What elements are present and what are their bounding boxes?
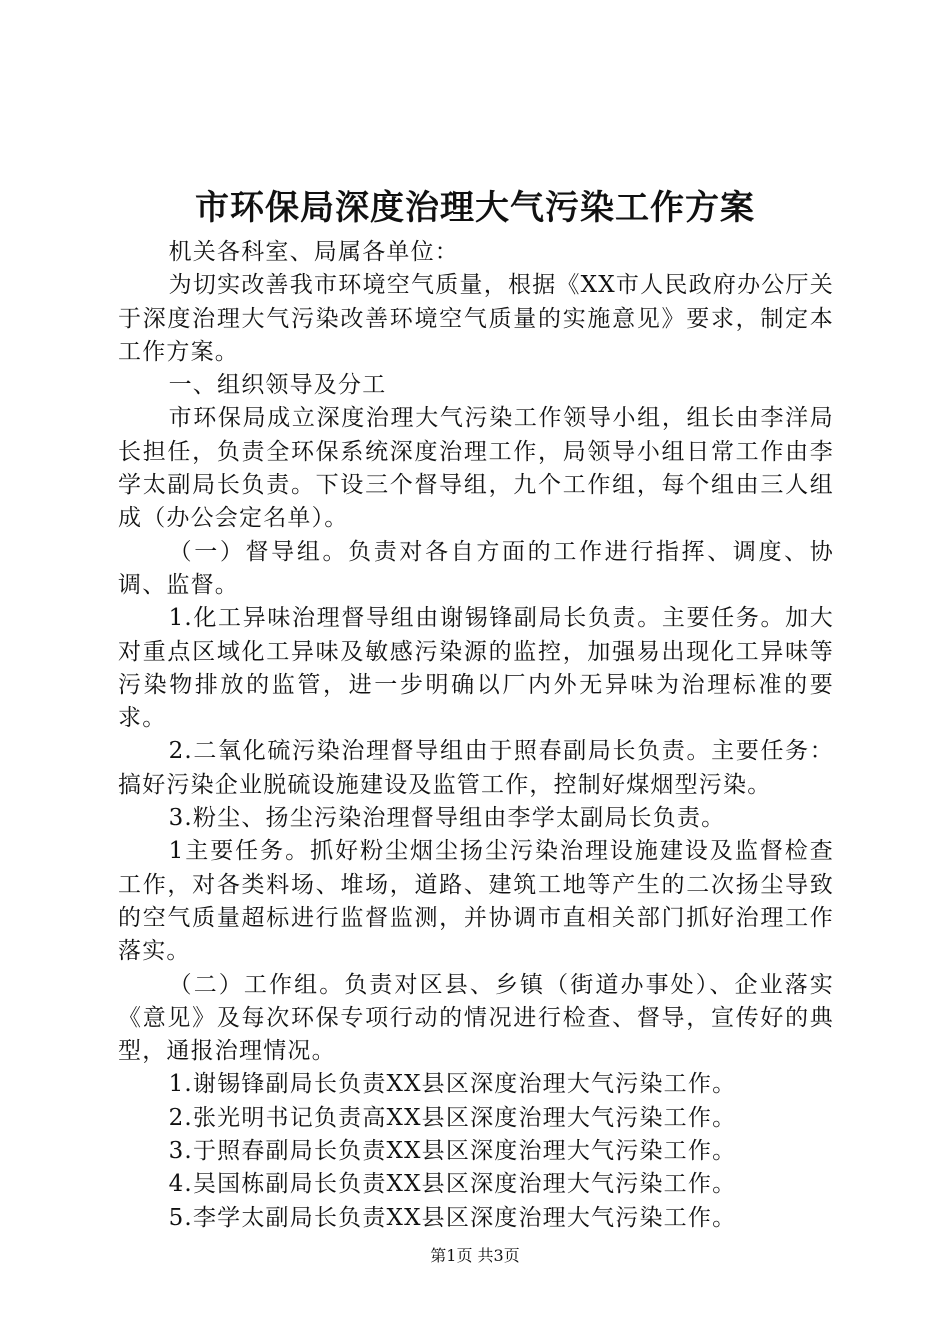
- list-item: 2.二氧化硫污染治理督导组由于照春副局长负责。主要任务：搞好污染企业脱硫设施建设及监管工作，控制好煤烟型污染。: [118, 738, 834, 798]
- leadership-paragraph: 市环保局成立深度治理大气污染工作领导小组，组长由李洋局长担任，负责全环保系统深度治理工作，局领导小组日常工作由李学太副局长负责。下设三个督导组，九个工作组，每个组由三人组成（办公会定名单）。: [118, 405, 834, 532]
- supervision-group-paragraph: （一）督导组。负责对各自方面的工作进行指挥、调度、协调、监督。: [118, 538, 834, 598]
- list-item: 5.李学太副局长负责XX县区深度治理大气污染工作。: [168, 1204, 737, 1231]
- work-group-paragraph: （二）工作组。负责对区县、乡镇（街道办事处）、企业落实《意见》及每次环保专项行动的情况进行检查、督导，宣传好的典型，通报治理情况。: [118, 971, 834, 1065]
- list-item: 1.化工异味治理督导组由谢锡锋副局长负责。主要任务。加大对重点区域化工异味及敏感污染源的监控，加强易出现化工异味等污染物排放的监管，进一步明确以厂内外无异味为治理标准的要求。: [118, 605, 834, 732]
- page-number-footer: 第1页 共3页: [430, 1246, 520, 1265]
- intro-paragraph: 为切实改善我市环境空气质量，根据《XX市人民政府办公厅关于深度治理大气污染改善环境空气质量的实施意见》要求，制定本工作方案。: [118, 272, 834, 365]
- list-item: 4.吴国栋副局长负责XX县区深度治理大气污染工作。: [168, 1171, 737, 1198]
- list-item: 3.粉尘、扬尘污染治理督导组由李学太副局长负责。: [168, 805, 726, 832]
- list-item: 1主要任务。抓好粉尘烟尘扬尘污染治理设施建设及监督检查工作，对各类料场、堆场，道路、建筑工地等产生的二次扬尘导致的空气质量超标进行监督监测，并协调市直相关部门抓好治理工作落实。: [118, 838, 834, 965]
- salutation: 机关各科室、局属各单位：: [168, 239, 459, 265]
- document-title: 市环保局深度治理大气污染工作方案: [195, 188, 755, 228]
- document-body: [118, 236, 834, 1235]
- list-item: 3.于照春副局长负责XX县区深度治理大气污染工作。: [168, 1138, 737, 1165]
- list-item: 1.谢锡锋副局长负责XX县区深度治理大气污染工作。: [168, 1071, 737, 1098]
- section-heading: 一、组织领导及分工: [168, 372, 387, 399]
- list-item: 2.张光明书记负责高XX县区深度治理大气污染工作。: [168, 1104, 737, 1131]
